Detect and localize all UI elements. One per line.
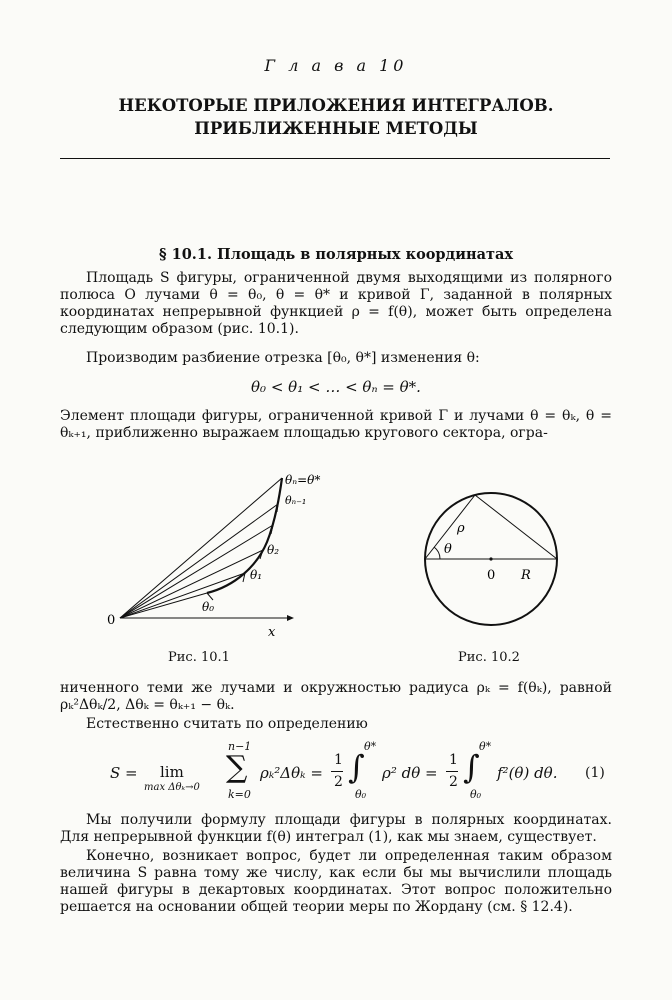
eq-frac1-bar	[331, 771, 343, 772]
paragraph-5: Естественно считать по определению	[86, 716, 368, 732]
paragraph-7: Конечно, возникает вопрос, будет ли определенная таким образом величина S равна тому же числу, как если бы мы вычислили площадь нашей фигуры в декартовых координатах. Этот вопрос положительно решается на основании общей теории меры по Жордану (см. § 12.4).	[60, 848, 612, 915]
partition-formula: θ₀ < θ₁ < … < θₙ = θ*.	[251, 378, 421, 396]
eq-frac2-bar	[446, 771, 458, 772]
eq-int2-sign: ∫	[463, 748, 480, 786]
eq-sum-bottom: k=0	[228, 788, 251, 801]
paragraph-1: Площадь S фигуры, ограниченной двумя выходящими из полярного полюса O лучами θ = θ₀, θ = θ* и кривой Γ, заданной в полярных координатах непрерывной функцией ρ = f(θ), может быть определена следующим образом (рис. 10.1).	[60, 270, 612, 337]
eq-lim-sub: max Δθₖ→0	[144, 782, 200, 793]
eq-frac2-num: 1	[449, 752, 458, 768]
eq-frac1-den: 2	[334, 774, 343, 790]
eq-lhs: S =	[110, 764, 138, 782]
eq-integrand-2: f²(θ) dθ.	[497, 764, 558, 782]
label-zero: 0	[487, 568, 496, 583]
eq-sum-sign: ∑	[226, 750, 248, 785]
chapter-heading: Г л а в а 10	[264, 56, 408, 75]
label-R: R	[521, 568, 531, 583]
label-origin: 0	[107, 613, 116, 628]
eq-int2-top: θ*	[479, 740, 492, 753]
eq-integrand-1: ρ² dθ =	[382, 764, 438, 782]
label-theta-n: θₙ=θ*	[285, 473, 321, 487]
eq-summand: ρₖ²Δθₖ =	[260, 764, 323, 782]
eq-int1-bottom: θ₀	[355, 788, 367, 801]
label-theta: θ	[444, 542, 452, 557]
eq-int2-bottom: θ₀	[470, 788, 482, 801]
label-theta-1: θ₁	[250, 568, 263, 582]
title-divider	[60, 158, 610, 159]
paragraph-6: Мы получили формулу площади фигуры в полярных координатах. Для непрерывной функции f(θ) интеграл (1), как мы знаем, существует.	[60, 812, 612, 845]
chapter-title	[0, 94, 672, 140]
angle-arc	[434, 547, 440, 559]
eq-int1-top: θ*	[364, 740, 377, 753]
x-axis-arrow	[287, 615, 294, 621]
eq-number: (1)	[585, 765, 605, 781]
ray-theta-2	[120, 550, 263, 618]
caption-fig-10-1: Рис. 10.1	[168, 650, 230, 665]
caption-fig-10-2: Рис. 10.2	[458, 650, 520, 665]
equation-1	[0, 740, 672, 810]
ray-theta-n	[120, 478, 282, 618]
chapter-title-line-2: ПРИБЛИЖЕННЫЕ МЕТОДЫ	[194, 119, 478, 138]
eq-frac1-num: 1	[334, 752, 343, 768]
paragraph-3: Элемент площади фигуры, ограниченной кривой Γ и лучами θ = θₖ, θ = θₖ₊₁, приближенно выражаем площадью кругового сектора, огра-	[60, 408, 612, 441]
label-theta-2: θ₂	[267, 543, 280, 557]
figure-10-1	[95, 462, 345, 642]
eq-sum-top: n−1	[228, 740, 252, 753]
chord-right	[475, 495, 557, 559]
ray-theta-0	[120, 593, 207, 618]
sector-tick-0	[207, 593, 213, 600]
figure-10-2	[418, 488, 568, 638]
label-rho: ρ	[457, 521, 465, 536]
paragraph-4: ниченного теми же лучами и окружностью радиуса ρₖ = f(θₖ), равной ρₖ²Δθₖ/2, Δθₖ = θₖ₊₁ − θₖ.	[60, 680, 612, 713]
eq-frac2-den: 2	[449, 774, 458, 790]
ray-theta-n-1	[120, 504, 278, 618]
section-heading: § 10.1. Площадь в полярных координатах	[159, 246, 513, 263]
chapter-title-line-1: НЕКОТОРЫЕ ПРИЛОЖЕНИЯ ИНТЕГРАЛОВ.	[118, 96, 554, 115]
eq-int1-sign: ∫	[348, 748, 365, 786]
label-theta-0: θ₀	[202, 600, 215, 614]
paragraph-2: Производим разбиение отрезка [θ₀, θ*] изменения θ:	[86, 350, 480, 366]
label-theta-n-1: θₙ₋₁	[285, 494, 307, 507]
center-point	[489, 557, 492, 560]
eq-lim: lim	[160, 763, 184, 781]
label-x: x	[268, 625, 276, 640]
